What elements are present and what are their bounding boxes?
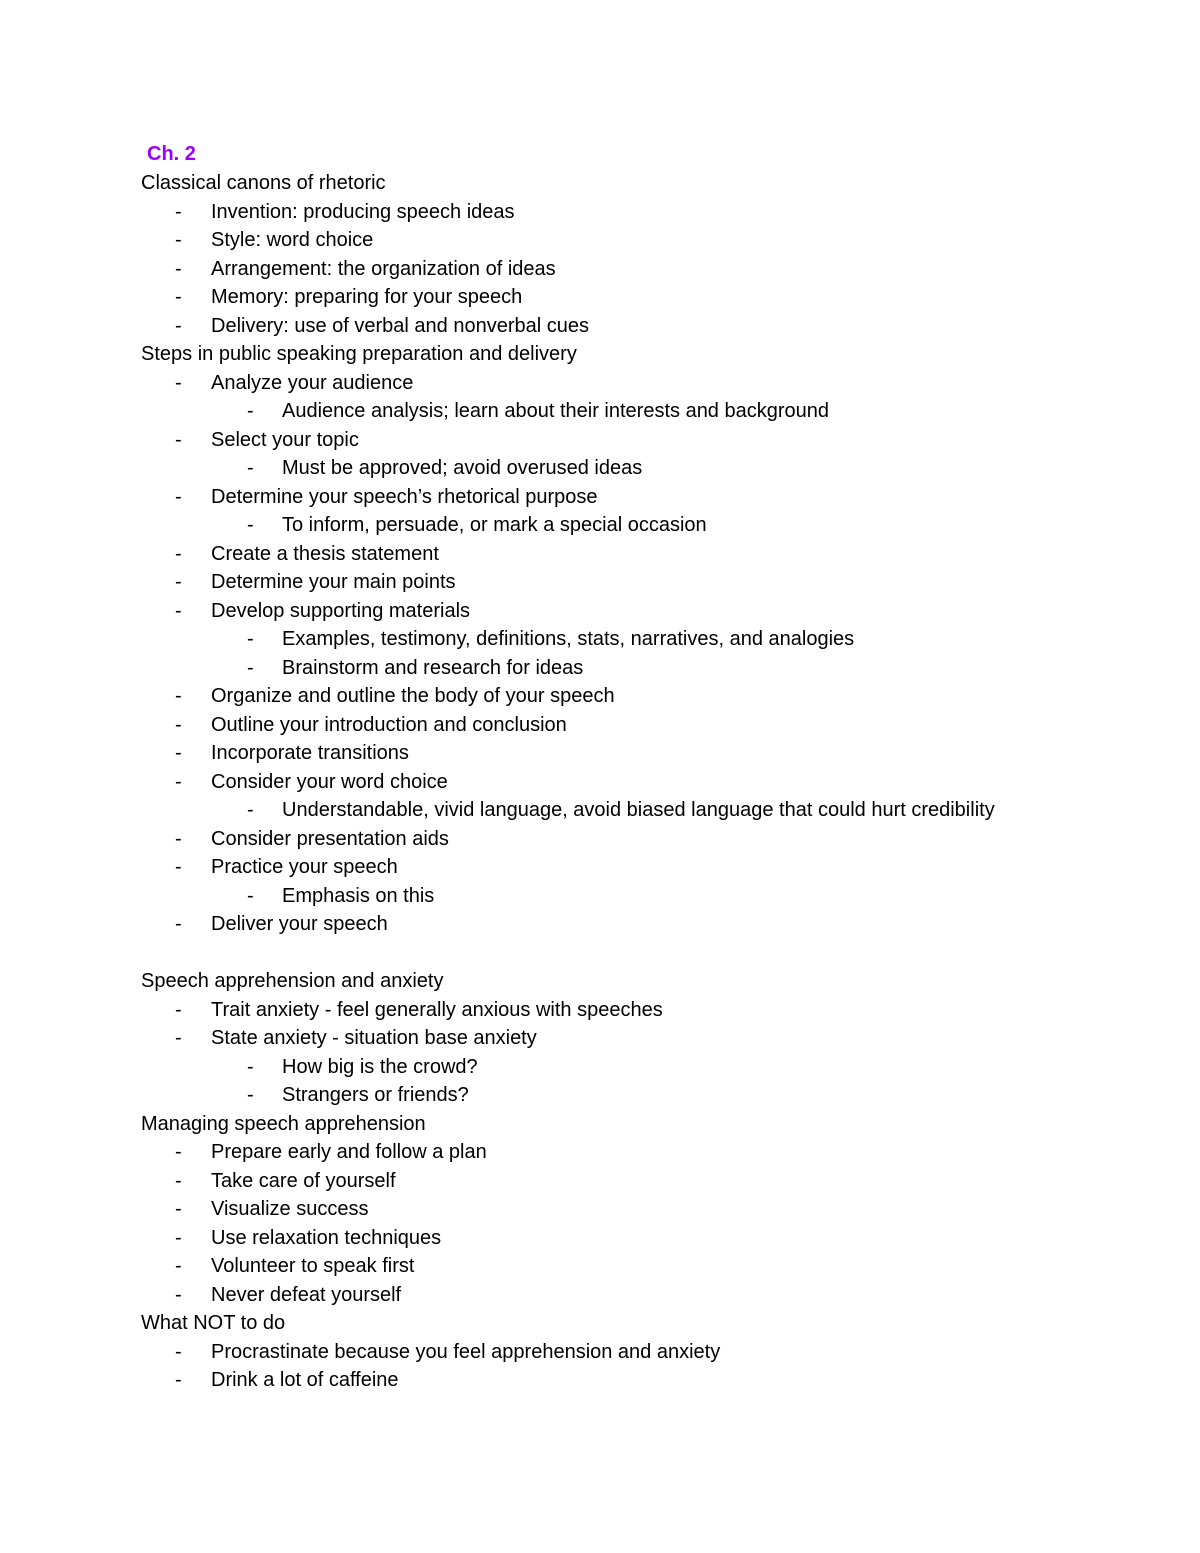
heading-text: Managing speech apprehension <box>141 1112 426 1135</box>
bullet-dash: - <box>247 400 254 422</box>
item-text: Consider your word choice <box>211 770 448 793</box>
list-item <box>141 910 1181 939</box>
bullet-dash: - <box>175 542 182 565</box>
item-text: To inform, persuade, or mark a special occasion <box>282 514 707 536</box>
list-item <box>141 996 1181 1025</box>
bullet-dash: - <box>175 1226 182 1249</box>
item-text: Create a thesis statement <box>211 542 439 565</box>
list-item <box>141 1338 1181 1367</box>
item-text: Determine your speech’s rhetorical purpose <box>211 485 598 508</box>
bullet-dash: - <box>175 998 182 1021</box>
item-text: Examples, testimony, definitions, stats, narratives, and analogies <box>282 628 855 650</box>
item-text: Procrastinate because you feel apprehension and anxiety <box>211 1340 721 1363</box>
list-item <box>141 1281 1181 1310</box>
bullet-dash: - <box>247 457 254 479</box>
list-item <box>141 1024 1181 1053</box>
item-text: Take care of yourself <box>211 1169 396 1192</box>
bullet-dash: - <box>175 1198 182 1220</box>
item-text: Style: word choice <box>211 229 374 251</box>
list-item <box>141 796 1181 825</box>
item-text: Develop supporting materials <box>211 599 471 622</box>
bullet-dash: - <box>175 1283 182 1306</box>
item-text: Volunteer to speak first <box>211 1255 415 1277</box>
bullet-dash: - <box>175 485 182 508</box>
item-text: Brainstorm and research for ideas <box>282 656 584 679</box>
list-item <box>141 1224 1181 1253</box>
blank-line <box>141 939 1181 968</box>
section-heading <box>141 1309 1181 1338</box>
list-item <box>141 1195 1181 1224</box>
bullet-dash: - <box>175 229 182 251</box>
item-text: Organize and outline the body of your speech <box>211 685 615 707</box>
bullet-dash: - <box>175 742 182 764</box>
item-text: Trait anxiety - feel generally anxious with speeches <box>211 998 663 1021</box>
item-text: Use relaxation techniques <box>211 1226 442 1249</box>
item-text: Determine your main points <box>211 571 456 593</box>
bullet-dash: - <box>247 799 254 821</box>
list-item <box>141 1081 1181 1110</box>
list-item <box>141 1167 1181 1196</box>
bullet-dash: - <box>175 257 182 280</box>
bullet-dash: - <box>247 1055 254 1078</box>
item-text: How big is the crowd? <box>282 1055 478 1078</box>
bullet-dash: - <box>175 200 182 223</box>
list-item <box>141 568 1181 597</box>
bullet-dash: - <box>175 428 182 451</box>
item-text: Incorporate transitions <box>211 742 409 764</box>
list-item <box>141 540 1181 569</box>
bullet-dash: - <box>175 599 182 622</box>
bullet-dash: - <box>175 1340 182 1363</box>
bullet-dash: - <box>247 656 254 679</box>
list-item <box>141 483 1181 512</box>
item-text: Never defeat yourself <box>211 1283 402 1306</box>
list-item <box>141 1053 1181 1082</box>
list-item <box>141 682 1181 711</box>
item-text: Delivery: use of verbal and nonverbal cues <box>211 314 589 337</box>
list-item <box>141 825 1181 854</box>
item-text: Drink a lot of caffeine <box>211 1369 399 1391</box>
page-title: Ch. 2 <box>147 143 196 165</box>
item-text: Arrangement: the organization of ideas <box>211 257 556 280</box>
bullet-dash: - <box>175 371 182 394</box>
outline-list <box>141 169 1181 1395</box>
item-text: Select your topic <box>211 428 359 451</box>
list-item <box>141 255 1181 284</box>
bullet-dash: - <box>175 1027 182 1049</box>
item-text: Visualize success <box>211 1198 369 1220</box>
list-item <box>141 1138 1181 1167</box>
item-text: Audience analysis; learn about their interests and background <box>282 400 830 422</box>
bullet-dash: - <box>175 913 182 935</box>
item-text: Outline your introduction and conclusion <box>211 713 567 736</box>
item-text: Consider presentation aids <box>211 827 449 850</box>
bullet-dash: - <box>175 1169 182 1192</box>
bullet-dash: - <box>175 827 182 850</box>
list-item <box>141 369 1181 398</box>
item-text: Understandable, vivid language, avoid biased language that could hurt credibility <box>282 799 995 821</box>
heading-text: Classical canons of rhetoric <box>141 172 386 194</box>
list-item <box>141 711 1181 740</box>
list-item <box>141 768 1181 797</box>
list-item <box>141 454 1181 483</box>
bullet-dash: - <box>175 1255 182 1277</box>
item-text: Invention: producing speech ideas <box>211 200 515 223</box>
bullet-dash: - <box>175 314 182 337</box>
list-item <box>141 397 1181 426</box>
section-heading <box>141 967 1181 996</box>
section-heading <box>141 1110 1181 1139</box>
list-item <box>141 739 1181 768</box>
bullet-dash: - <box>175 685 182 707</box>
heading-text: Steps in public speaking preparation and delivery <box>141 343 577 365</box>
list-item <box>141 625 1181 654</box>
section-heading <box>141 340 1181 369</box>
heading-text: Speech apprehension and anxiety <box>141 970 444 992</box>
item-text: Emphasis on this <box>282 884 435 907</box>
item-text: Analyze your audience <box>211 371 414 394</box>
bullet-dash: - <box>175 1369 182 1391</box>
section-heading <box>141 169 1181 198</box>
list-item <box>141 882 1181 911</box>
item-text: Memory: preparing for your speech <box>211 286 523 308</box>
bullet-dash: - <box>175 286 182 308</box>
heading-text: What NOT to do <box>141 1312 286 1334</box>
list-item <box>141 853 1181 882</box>
list-item <box>141 654 1181 683</box>
list-item <box>141 283 1181 312</box>
list-item <box>141 426 1181 455</box>
bullet-dash: - <box>175 856 182 878</box>
list-item <box>141 198 1181 227</box>
item-text: Prepare early and follow a plan <box>211 1141 487 1163</box>
item-text: Strangers or friends? <box>282 1084 469 1106</box>
bullet-dash: - <box>175 1141 182 1163</box>
item-text: Practice your speech <box>211 856 398 878</box>
list-item <box>141 511 1181 540</box>
bullet-dash: - <box>247 514 254 536</box>
list-item <box>141 312 1181 341</box>
bullet-dash: - <box>175 571 182 593</box>
list-item <box>141 597 1181 626</box>
bullet-dash: - <box>247 884 254 907</box>
item-text: Must be approved; avoid overused ideas <box>282 457 643 479</box>
bullet-dash: - <box>247 1084 254 1106</box>
bullet-dash: - <box>175 713 182 736</box>
bullet-dash: - <box>247 628 254 650</box>
list-item <box>141 226 1181 255</box>
list-item <box>141 1252 1181 1281</box>
bullet-dash: - <box>175 770 182 793</box>
list-item <box>141 1366 1181 1395</box>
item-text: Deliver your speech <box>211 913 388 935</box>
item-text: State anxiety - situation base anxiety <box>211 1027 537 1049</box>
